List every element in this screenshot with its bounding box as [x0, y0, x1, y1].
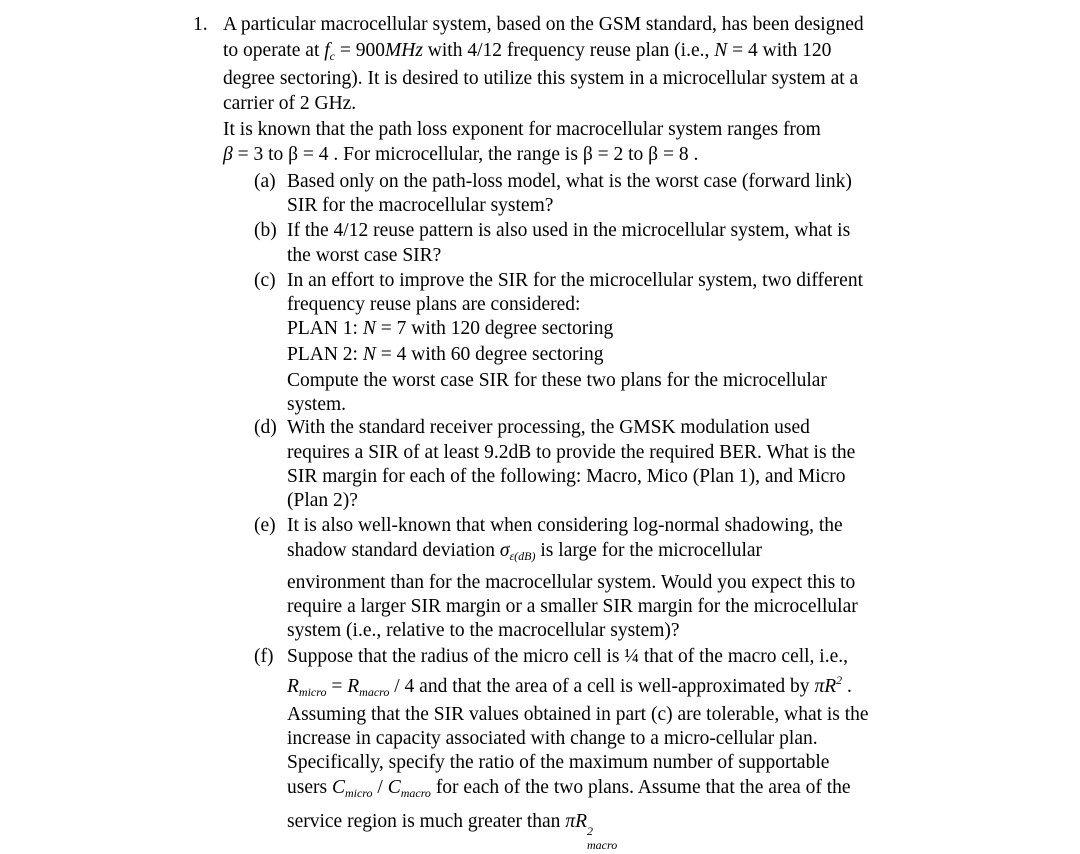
n-symbol: N — [714, 40, 728, 61]
part-b-line-1: If the 4/12 reuse pattern is also used in the microcellular system, what is — [287, 220, 851, 241]
part-f-line-7 — [287, 810, 621, 852]
micro-subscript: micro — [298, 685, 327, 699]
part-b-line-2: the worst case SIR? — [287, 245, 442, 266]
plan-1 — [287, 317, 613, 341]
c-symbol: C — [387, 777, 401, 798]
part-e-line-2 — [287, 539, 762, 563]
intro-line-2 — [223, 39, 831, 63]
part-a-line-2: SIR for the macrocellular system? — [287, 195, 554, 216]
part-c-line-1: In an effort to improve the SIR for the microcellular system, two different — [287, 270, 863, 291]
pi-r: πR — [565, 811, 587, 832]
part-b-label: (b) — [254, 220, 277, 241]
carrier-frequency-symbol — [324, 40, 335, 61]
sigma-subscript: ε(dB) — [509, 549, 536, 563]
part-f-line-1: Suppose that the radius of the micro cell is ¼ that of the macro cell, i.e., — [287, 646, 849, 667]
plan-2-desc: = 4 with 60 degree sectoring — [375, 344, 604, 365]
part-e-line-2-text: shadow standard deviation — [287, 540, 500, 561]
part-f-line-2-text: and that the area of a cell is well-approximated by — [414, 676, 815, 697]
macro-subscript: macro — [359, 685, 390, 699]
part-f-line-4: increase in capacity associated with change to a micro-cellular plan. — [287, 728, 818, 749]
part-d-line-1: With the standard receiver processing, the GMSK modulation used — [287, 417, 810, 438]
intro-line-2-end: = 4 with 120 — [727, 40, 832, 61]
plan-2 — [287, 343, 603, 367]
part-a-line-1: Based only on the path-loss model, what is the worst case (forward link) — [287, 171, 852, 192]
plan-1-desc: = 7 with 120 degree sectoring — [375, 318, 614, 339]
intro-line-4: carrier of 2 GHz. — [223, 93, 357, 114]
slash: / — [372, 777, 388, 798]
frequency-unit: MHz — [385, 40, 423, 61]
f-symbol: f — [324, 40, 330, 61]
part-f-line-6-text: users — [287, 777, 332, 798]
macro-subscript: macro — [587, 838, 618, 852]
part-d-line-2: requires a SIR of at least 9.2dB to provide the required BER. What is the — [287, 442, 856, 463]
part-f-line-2 — [287, 675, 852, 699]
part-e-line-3: environment than for the macrocellular system. Would you expect this to — [287, 572, 856, 593]
intro-line-6 — [223, 143, 698, 167]
period: . — [842, 676, 852, 697]
capacity-ratio — [332, 777, 431, 798]
part-f-label: (f) — [254, 646, 274, 667]
c-subscript: c — [329, 49, 335, 63]
r-micro-symbol — [287, 676, 326, 697]
macro-subscript: macro — [400, 786, 431, 800]
intro-line-2-text: to operate at — [223, 40, 325, 61]
part-d-label: (d) — [254, 417, 277, 438]
sigma: σ — [499, 540, 510, 561]
plan-1-label: PLAN 1: — [287, 318, 363, 339]
part-c-label: (c) — [254, 270, 276, 291]
part-e-line-4: require a larger SIR margin or a smaller SIR margin for the microcellular — [287, 596, 858, 617]
beta-symbol: β — [223, 144, 233, 165]
plan-2-label: PLAN 2: — [287, 344, 363, 365]
intro-line-3: degree sectoring). It is desired to utilize this system in a microcellular system at a — [223, 68, 859, 89]
part-f-line-6-end: for each of the two plans. Assume that the area of the — [430, 777, 851, 798]
problem-number: 1. — [193, 14, 208, 35]
intro-line-1: A particular macrocellular system, based on the GSM standard, has been designed — [223, 14, 864, 35]
part-a-label: (a) — [254, 171, 276, 192]
part-f-line-6 — [287, 776, 851, 800]
c-symbol: C — [331, 777, 345, 798]
n-symbol: N — [362, 318, 376, 339]
part-e-line-5: system (i.e., relative to the macrocellular system)? — [287, 620, 680, 641]
area-formula — [814, 673, 843, 697]
squared: 2 — [587, 824, 593, 838]
divide-by-four: / 4 — [389, 676, 415, 697]
intro-line-5: It is known that the path loss exponent for macrocellular system ranges from — [223, 119, 821, 140]
part-c-line-6: system. — [287, 394, 347, 415]
r-symbol: R — [287, 676, 299, 697]
r-symbol: R — [347, 676, 360, 697]
intro-line-2-mid: with 4/12 frequency reuse plan (i.e., — [422, 40, 715, 61]
frequency-value: = 900 — [335, 40, 385, 61]
part-c-line-5: Compute the worst case SIR for these two plans for the microcellular — [287, 370, 827, 391]
part-e-label: (e) — [254, 515, 276, 536]
part-d-line-3: SIR margin for each of the following: Macro, Mico (Plan 1), and Micro — [287, 466, 846, 487]
part-f-line-7-text: service region is much greater than — [287, 811, 566, 832]
part-f-line-3: Assuming that the SIR values obtained in part (c) are tolerable, what is the — [287, 704, 869, 725]
sigma-symbol — [500, 540, 536, 561]
r-macro-symbol — [347, 676, 389, 697]
macro-area-formula — [565, 811, 621, 852]
pi-r: πR — [814, 676, 837, 697]
part-f-line-5: Specifically, specify the ratio of the maximum number of supportable — [287, 752, 830, 773]
path-loss-ranges: = 3 to β = 4 . For microcellular, the range is β = 2 to β = 8 . — [232, 144, 699, 165]
micro-subscript: micro — [344, 786, 373, 800]
part-c-line-2: frequency reuse plans are considered: — [287, 294, 581, 315]
squared: 2 — [836, 673, 843, 687]
n-symbol: N — [362, 344, 376, 365]
part-d-line-4: (Plan 2)? — [287, 490, 358, 511]
part-e-line-2-end: is large for the microcellular — [535, 540, 763, 561]
equals: = — [326, 676, 348, 697]
part-e-line-1: It is also well-known that when considering log-normal shadowing, the — [287, 515, 843, 536]
